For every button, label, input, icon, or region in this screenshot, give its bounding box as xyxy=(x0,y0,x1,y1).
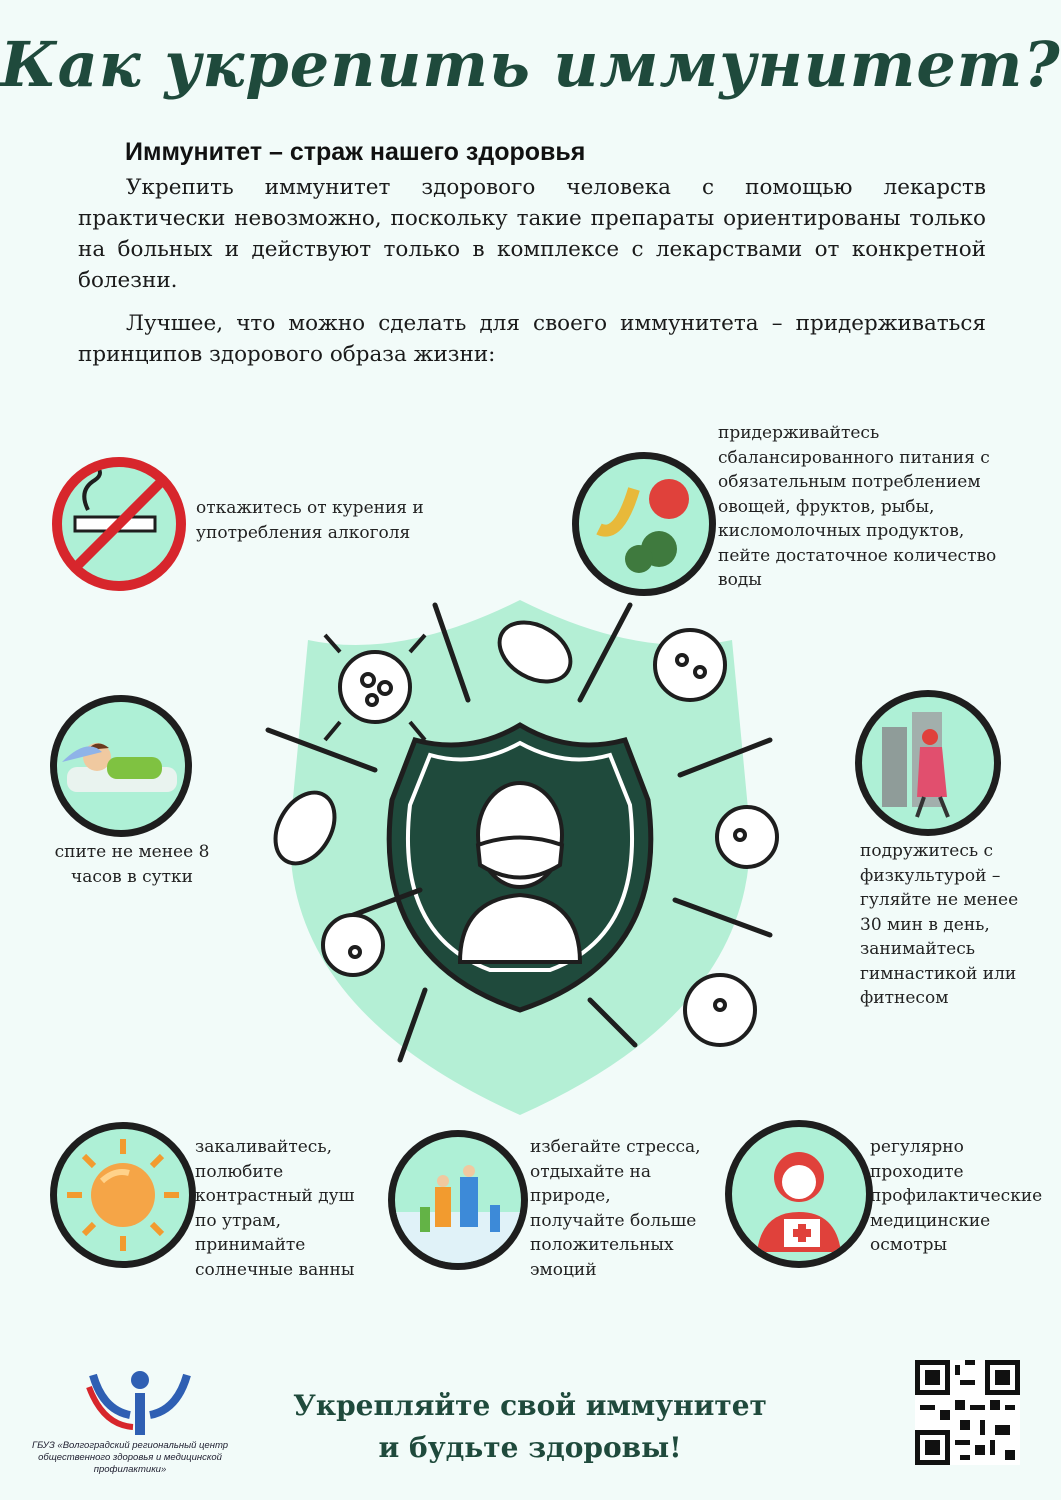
tip-checkups: регулярно проходите профилактические медицинские осмотры xyxy=(870,1137,1043,1255)
tip-exercise: подружитесь с физкультурой – гуляйте не менее 30 мин в день, занимайтесь гимнастикой или фитнесом xyxy=(860,841,1019,1008)
sun-icon xyxy=(50,1122,196,1268)
slogan-line-1: Укрепляйте свой иммунитет xyxy=(293,1389,767,1422)
intro-paragraph-2: Лучшее, что можно сделать для своего иммунитета – придерживаться принципов здорового образа жизни: xyxy=(78,311,986,367)
organization-name: ГБУЗ «Волгоградский региональный центр общественного здоровья и медицинской профилактики» xyxy=(31,1440,229,1475)
organization-logo xyxy=(85,1365,195,1440)
tip-sleep: спите не менее 8 часов в сутки xyxy=(54,842,210,887)
tip-hardening: закаливайтесь, полюбите контрастный душ по утрам, принимайте солнечные ванны xyxy=(195,1137,355,1280)
doctor-icon xyxy=(725,1120,873,1268)
tip-stress: избегайте стресса, отдыхайте на природе, получайте больше положительных эмоций xyxy=(530,1137,701,1280)
no-smoking-icon xyxy=(50,455,188,593)
subtitle: Иммунитет – страж нашего здоровья xyxy=(125,138,586,166)
tip-smoking: откажитесь от курения и употребления алкоголя xyxy=(196,498,424,543)
intro-paragraph-1: Укрепить иммунитет здорового человека с помощью лекарств практически невозможно, поскольку такие препараты ориентированы только на больных и действуют только в комплексе с лекарствами от конкретной болезни. xyxy=(78,175,986,293)
walking-woman-icon xyxy=(855,690,1001,836)
family-hiking-icon xyxy=(388,1130,528,1270)
shield-illustration xyxy=(250,590,790,1120)
fruits-vegetables-icon xyxy=(572,452,716,596)
sleeping-child-icon xyxy=(50,695,192,837)
footer-slogan xyxy=(200,1385,860,1469)
qr-code-icon[interactable] xyxy=(915,1360,1020,1465)
page-title: Как укрепить иммунитет? xyxy=(0,28,1061,101)
slogan-line-2: и будьте здоровы! xyxy=(378,1431,682,1464)
tip-nutrition: придерживайтесь сбалансированного питания с обязательным потреблением овощей, фруктов, рыбы, кисломолочных продуктов, пейте достаточное количество воды xyxy=(718,423,997,590)
